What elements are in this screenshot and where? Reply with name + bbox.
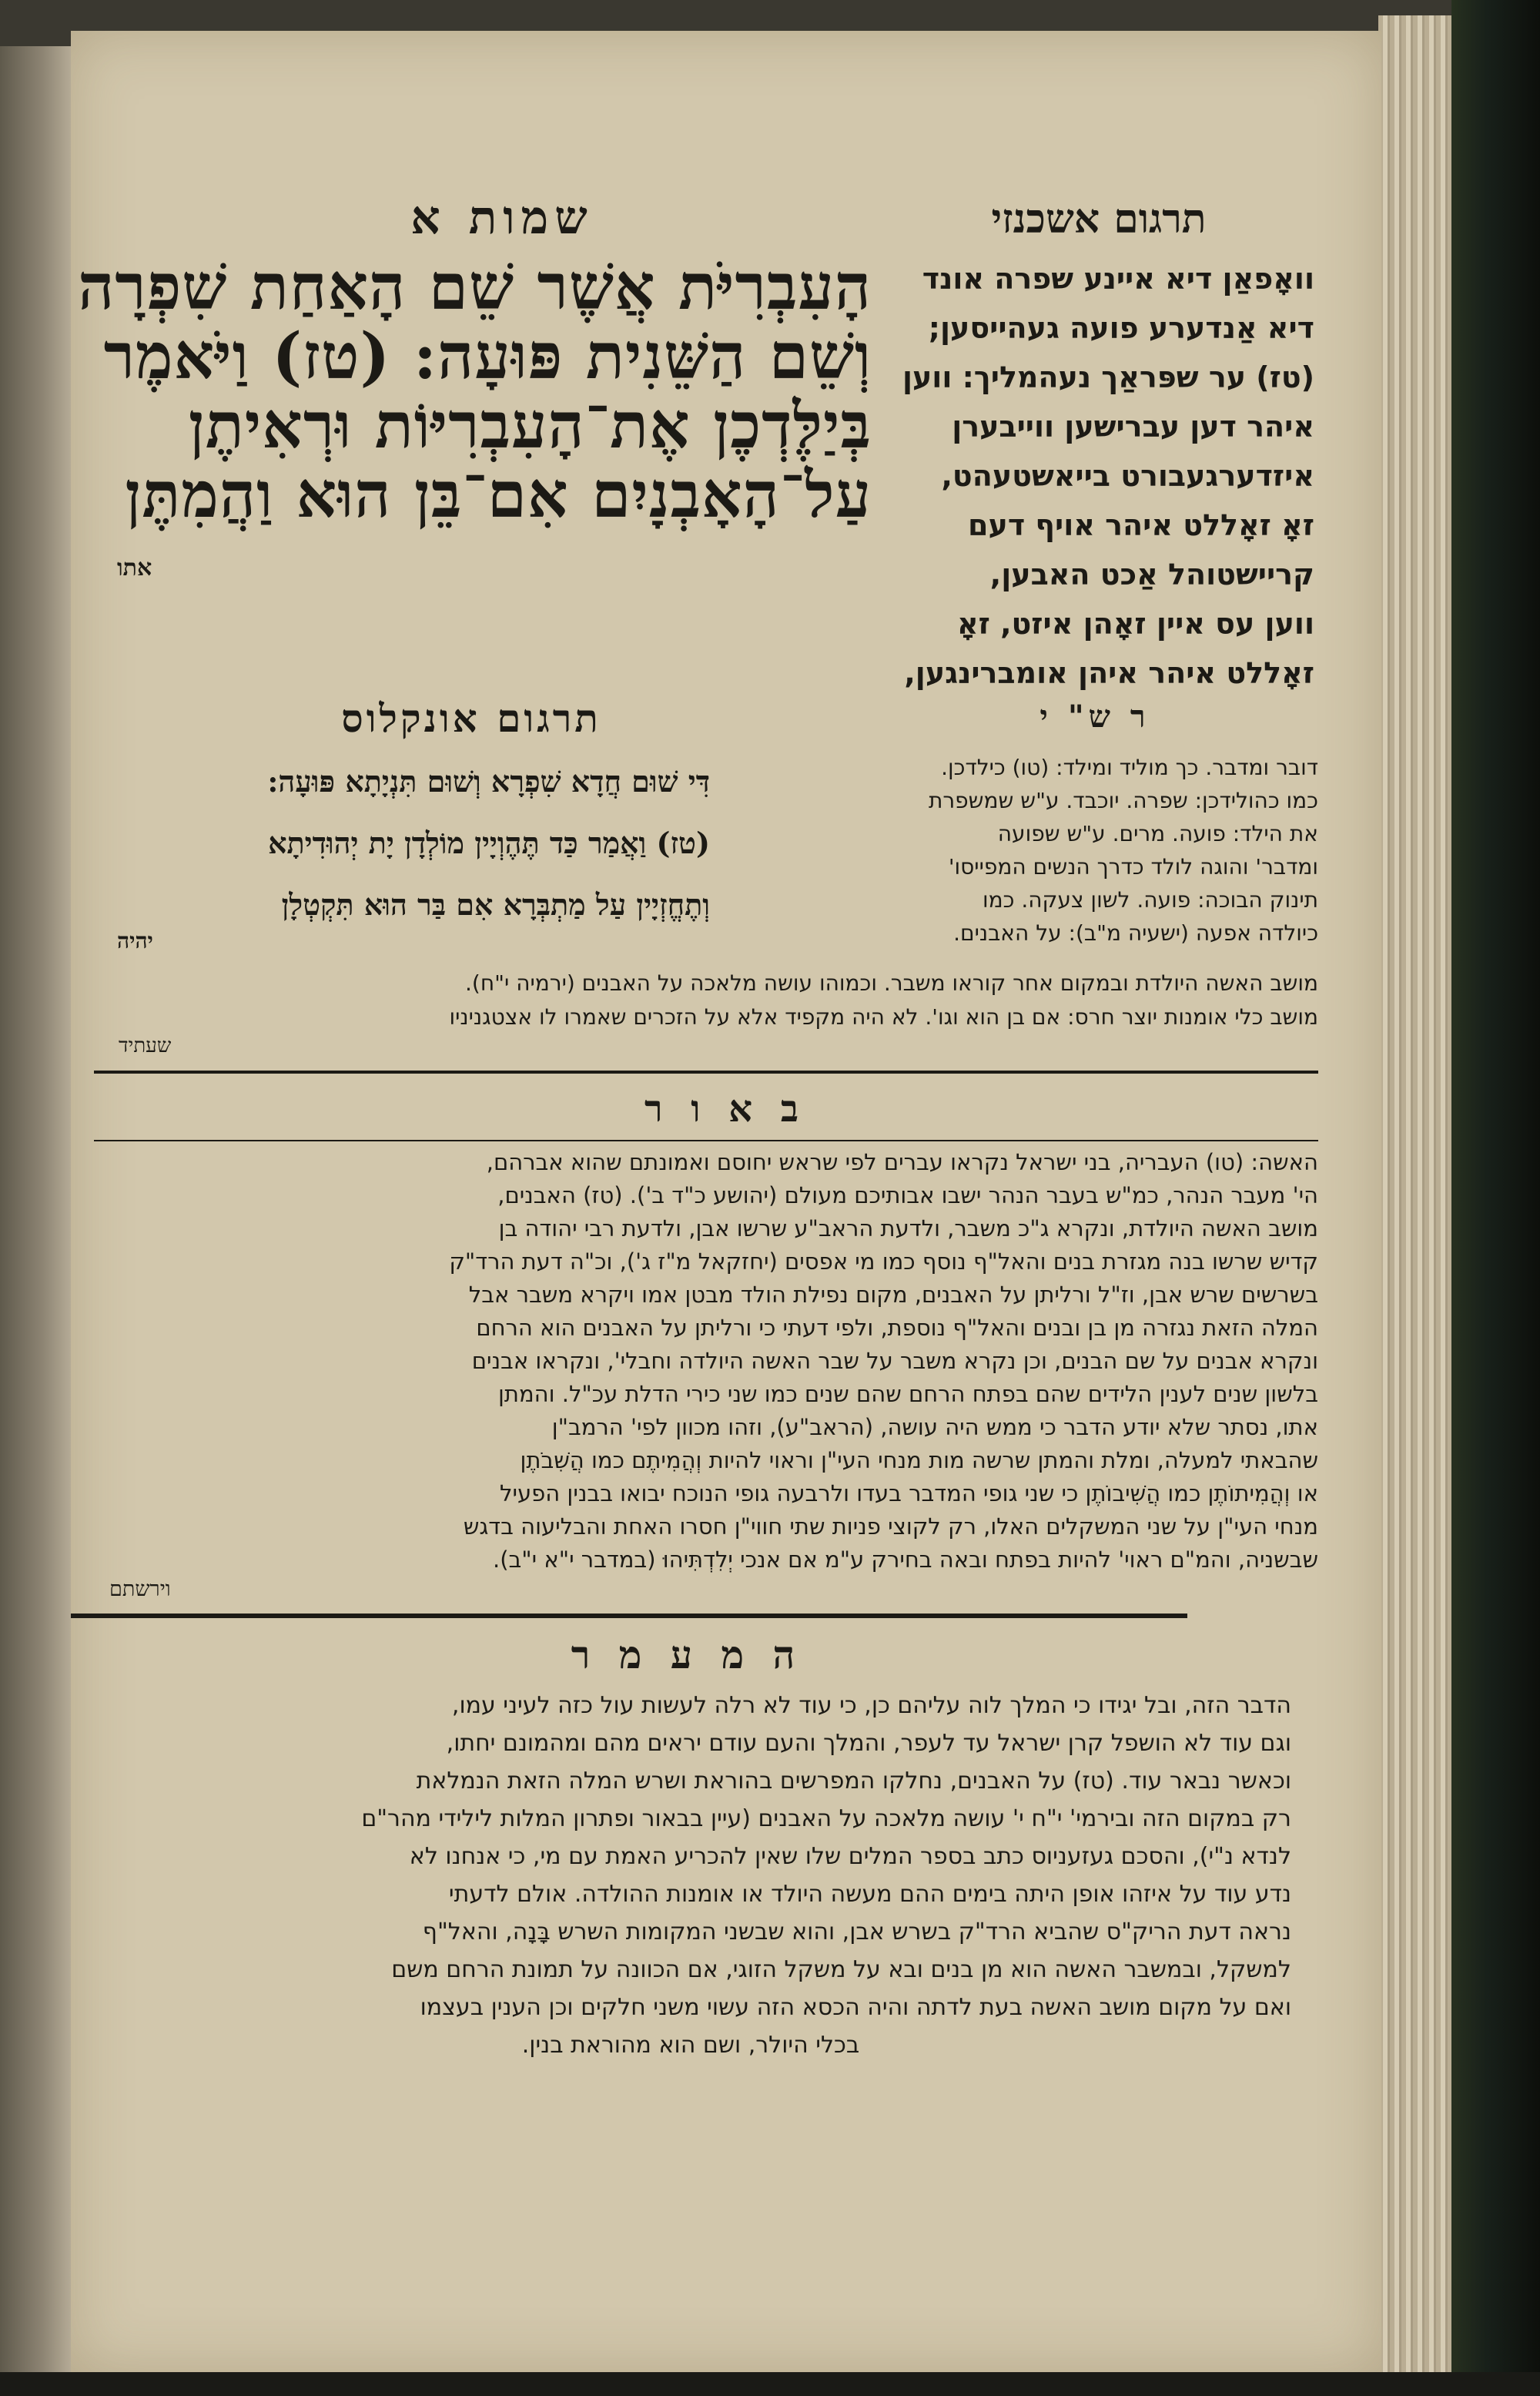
rashi-line: ומדבר' והוגה לולד כדרך הנשים המפייסו' <box>948 854 1318 880</box>
hameamer-title: ה מ ע מ ר <box>571 1632 803 1677</box>
hameamer-line: לנדא נ"י), והסכם געזעניוס כתב בספר המלים שלו שאין להכריע האמת עם מי, כי אנחנו לא <box>409 1843 1291 1870</box>
biur-line: האשה: (טו) העבריה, בני ישראל נקראו עברים לפי שראש יחוסם ואמונתם שהוא אברהם, <box>486 1149 1318 1175</box>
hameamer-line: נדע עוד על איזהו אופן היתה בימים ההם מעשה היולד או אומנות ההולדה. אולם לדעתי <box>448 1881 1291 1908</box>
hameamer-line: וכאשר נבאר עוד. (טז) על האבנים, נחלקו המפרשים בהוראת ושרש המלה הזאת הנמלאת <box>416 1768 1291 1794</box>
biur-line: ונקרא אבנים על שם הבנים, וכן נקרא משבר על שבר האשה היולדה וחבלי', ונקראו אבנים <box>471 1348 1318 1374</box>
biur-title: ב א ו ר <box>644 1087 806 1131</box>
biur-line: קדיש שרשו בנה מגזרת בנים והאל"ף נוסף כמו מי אפסים (יחזקאל מ"ז ג'), וכ"ה דעת הרד"ק <box>449 1248 1318 1275</box>
rashi-full-lines <box>94 967 1318 1034</box>
section-divider <box>94 1071 1318 1074</box>
biur-line: מנחי העי"ן על שני המשקלים האלו, רק לקוצי פניות שתי חווי"ן חסרו האחת והבליעוה בדגש <box>463 1513 1318 1540</box>
onkelos-line: דִּי שׁוּם חֲדָא שִׁפְרָא וְשׁוּם תִּנְיָתָא פּוּעָה: <box>267 764 710 799</box>
targum-ashkenazi-line: דיא אַנדערע פועה געהייסען; <box>928 311 1314 345</box>
biur-line: בלשון שנים לענין הלידים שהם בפתח הרחם שהם שנים כמו שני כירי הדלת עכ"ל. והמתן <box>498 1381 1318 1407</box>
hameamer-line: למשקל, ובמשבר האשה הוא מן בנים ובא על משקל הזוגי, אם הכוונה על תמונת הרחם משם <box>391 1956 1291 1983</box>
torah-catchword: אתו <box>117 555 152 581</box>
rashi-line: דובר ומדבר. כך מוליד ומילד: (טו) כילדכן. <box>941 755 1318 780</box>
torah-line: וְשֵׁם הַשֵּׁנִית פּוּעָה: (טז) וַיֹּאמֶר <box>103 320 872 394</box>
biur-catchword: וירשתם <box>109 1577 171 1601</box>
hameamer-line: בכלי היולר, ושם הוא מהוראת בנין. <box>521 2032 860 2059</box>
targum-onkelos-text <box>71 751 710 936</box>
onkelos-catchword: יהיה <box>117 928 153 953</box>
hameamer-line: וגם עוד לא הושפל קרן ישראל עד לעפר, והמלך והעם עודם יראים מהם ומהמונם יחתו, <box>446 1730 1291 1757</box>
targum-ashkenazi-line: איהר דען עברישען ווייבערן <box>952 410 1314 444</box>
biur-line: מושב האשה היולדת, ונקרא ג"כ משבר, ולדעת הראב"ע שרשו אבן, ולדעת רבי יהודה בן <box>498 1215 1318 1242</box>
rashi-line: כיולדה אפעה (ישעיה מ"ב): על האבנים. <box>953 920 1318 946</box>
targum-ashkenazi-line: איזדערגעבורט בייאשטעהט, <box>941 459 1314 493</box>
section-divider <box>71 1614 1187 1618</box>
page-stack-edge <box>1378 15 1455 2372</box>
onkelos-line: וְתֶחֱזְיָין עַל מַתְבְּרָא אִם בַּר הוּא תִּקְטְלָן <box>281 887 710 922</box>
torah-line: הָעִבְרִיֹּת אֲשֶׁר שֵׁם הָאַחַת שִׁפְרָה <box>78 250 872 324</box>
hameamer-line: הדבר הזה, ובל יגידו כי המלך לוה עליהם כן, כי עוד לא רלה לעשות עול כזה לעיני עמו, <box>451 1692 1291 1719</box>
rashi-line: תינוק הבוכה: פועה. לשון צעקה. כמו <box>982 887 1318 913</box>
hameamer-line: רק במקום הזה ובירמי' י"ח י' עושה מלאכה על האבנים (עיין בבאור ופתרון המלות לילידי מהר"ם <box>361 1805 1291 1832</box>
biur-line: בשרשים שרש אבן, וז"ל ורליתן על האבנים, מקום נפילת הולד מבטן אמו ויקרא משבר אבל <box>468 1282 1318 1308</box>
biur-top-rule <box>94 1140 1318 1141</box>
targum-ashkenazi-line: ווען עס איין זאָהן איזט, זאָ <box>956 607 1314 641</box>
bottom-shadow <box>0 2372 1540 2396</box>
hameamer-text <box>90 1687 1291 2064</box>
rashi-column <box>710 751 1318 950</box>
targum-ashkenazi-line: (טז) ער שפּראַך נעהמליך: ווען <box>902 360 1314 394</box>
torah-line: בְּיַלֶּדְכֶן אֶת־הָעִבְרִיּוֹת וּרְאִיתֶן <box>188 389 872 463</box>
torah-text <box>71 250 872 532</box>
rashi-line: מושב כלי אומנות יוצר חרס: אם בן הוא וגו'. לא היה מקפיד אלא על הזכרים שאמרו לו אצטגניניו <box>449 1004 1318 1030</box>
biur-line: שבשניה, והמ"ם ראוי' להיות בפתח ובאה בחירק ע"מ אם אנכי יְלִדְתִּיהוּ (במדבר י"א י"ב). <box>493 1547 1318 1573</box>
binding-left-edge <box>0 46 71 2388</box>
biur-line: הי' מעבר הנהר, כמ"ש בעבר הנהר ישבו אבותיכם מעולם (יהושע כ"ד ב'). (טז) האבנים, <box>497 1182 1318 1208</box>
targum-ashkenazi-title: תרגום אשכנזי <box>991 196 1207 243</box>
targum-ashkenazi-line: וואָפאַן דיא איינע שפרה אונד <box>922 262 1314 296</box>
onkelos-line: (טז) וַאֲמַר כַּד תֶּהֶוְיָין מוֹלְדָן יָת יְהוּדִיתָא <box>268 826 710 860</box>
rashi-line: מושב האשה היולדת ובמקום אחר קוראו משבר. וכמוהו עושה מלאכה על האבנים (ירמיה י"ח). <box>465 970 1318 996</box>
parsha-title: שמות א <box>410 191 594 245</box>
targum-onkelos-title: תרגום אונקלוס <box>341 695 601 741</box>
torah-line: עַל־הָאָבְנָיִם אִם־בֵּן הוּא וַהֲמִתֶּן <box>125 458 872 532</box>
book-cover-edge <box>1451 0 1540 2396</box>
rashi-line: כמו כהולידכן: שפרה. יוכבד. ע"ש שמשפרת <box>928 788 1318 813</box>
hameamer-line: נראה דעת הריק"ס שהביא הרד"ק בשרש אבן, והוא שבשני המקומות השרש בָּנָה, והאל"ף <box>422 1918 1291 1945</box>
biur-line: אתו, נסתר שלא יודע הדבר כי ממש היה עושה, (הראב"ע), וזהו מכוון לפי' הרמב"ן <box>551 1414 1318 1440</box>
biur-line: שהבאתי למעלה, ומלת והמתן שרשה מות מנחי העי"ן וראוי להיות וְהֲמִיתֶם כמו הֲשִׁבֹתֶן <box>520 1447 1318 1473</box>
rashi-catchword: שעתיד <box>119 1034 172 1057</box>
book-page <box>71 31 1381 2372</box>
biur-line: המלה הזאת נגזרה מן בן ובנים והאל"ף נוספת, ולפי דעתי כי ורליתן על האבנים הוא הרחם <box>476 1315 1318 1341</box>
targum-ashkenazi-column <box>891 254 1314 698</box>
hameamer-line: ואם על מקום מושב האשה בעת לדתה והיה הכסא הזה עשוי משני חלקים וכן הענין בעצמו <box>420 1994 1291 2021</box>
biur-text <box>94 1146 1318 1577</box>
biur-line: או וְהֲמִיתוֹתֶן כמו הֲשִׁיבוֹתֶן כי שני גופי המדבר בעדו ולרבעה גופי הנוכח יבואו בבנין הפעיל <box>500 1480 1318 1506</box>
targum-ashkenazi-line: קריישטוהל אַכט האבען, <box>989 558 1314 591</box>
rashi-title: ר ש" י <box>1040 699 1150 735</box>
targum-ashkenazi-line: זאָ זאָללט איהר אויף דעם <box>968 508 1314 542</box>
rashi-line: את הילד: פועה. מרים. ע"ש שפועה <box>997 821 1318 846</box>
targum-ashkenazi-line: זאָללט איהר איהן אומברינגען, <box>904 656 1314 690</box>
